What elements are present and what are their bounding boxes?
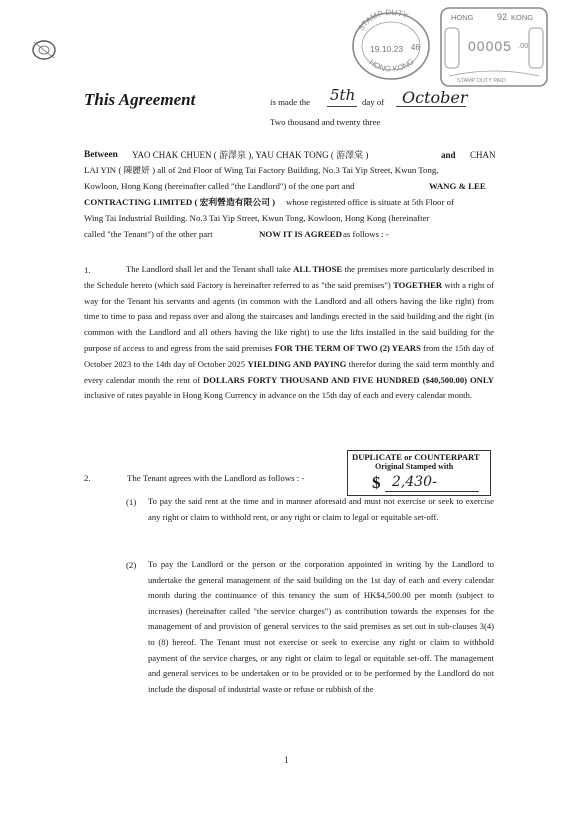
party-line-1: YAO CHAK CHUEN ( 游澤泉 ), YAU CHAK TONG ( 游澤棠 )	[132, 150, 369, 160]
svg-text:KONG: KONG	[511, 13, 534, 22]
day-of-text: day of	[362, 97, 385, 107]
party-line-3: Kowloon, Hong Kong (hereinafter called "the Landlord") of the one part and	[84, 181, 355, 191]
subclause-1-text: To pay the said rent at the time and in manner aforesaid and must not exercise or seek to exercise any right or claim to withhold rent, or any right or claim to legal or equitable set-off.	[148, 496, 494, 522]
hole-punch-icon	[28, 34, 62, 64]
handwritten-month: October	[402, 88, 468, 107]
dup-stamp-line2: Original Stamped with	[375, 462, 454, 471]
franking-cents: .00	[518, 41, 529, 50]
svg-text:STAMP DUTY PAID: STAMP DUTY PAID	[457, 78, 506, 84]
agreement-title: This Agreement	[84, 90, 196, 109]
stamp-date: 19.10.23	[370, 44, 404, 54]
party-line-6: called "the Tenant") of the other part	[84, 229, 213, 239]
dup-stamp-rule	[385, 491, 479, 492]
svg-text:STAMP DUTY: STAMP DUTY	[356, 7, 410, 33]
subclause-2-number: (2)	[126, 560, 137, 570]
dup-stamp-dollar: $	[372, 473, 381, 492]
party-line-2: LAI YIN ( 陳麗妍 ) all of 2nd Floor of Wing Tai Factory Building, No.3 Tai Yip Street, Kwun Tong,	[84, 165, 439, 175]
svg-text:HONG: HONG	[451, 13, 474, 22]
dup-stamp-amount: 2,430-	[392, 474, 437, 490]
party-line-5: Wing Tai Industrial Building. No.3 Tai Yip Street, Kwun Tong, Kowloon, Hong Kong (hereinafter	[84, 213, 430, 223]
and-label: and	[441, 150, 456, 160]
handwritten-day: 5th	[330, 86, 356, 104]
between-label: Between	[84, 150, 118, 160]
day-underline	[327, 106, 357, 107]
as-follows: as follows : -	[343, 229, 389, 239]
svg-text:HONG KONG: HONG KONG	[367, 56, 416, 74]
clause-2-intro: The Tenant agrees with the Landlord as follows : -	[127, 473, 305, 483]
year-text: Two thousand and twenty three	[270, 117, 381, 127]
subclause-1-number: (1)	[126, 497, 137, 507]
svg-text:92: 92	[497, 12, 508, 22]
franking-number: 00005	[468, 38, 512, 54]
party-line-4: whose registered office is situate at 5th Floor of	[286, 197, 454, 207]
dup-stamp-line1: DUPLICATE or COUNTERPART	[352, 452, 480, 462]
subclause-2-text: To pay the Landlord or the person or the corporation appointed in writing by the Landlord to undertake the general management of the said building on the 1st day of each and every calendar month during the continuance of this tenancy the sum of HK$4,500.00 per month (subject to increases) (hereinafter called "the service charges") as contribution towards the expenses for the management of and provision of general services to the said premises as set out in sub-clauses 3(4) to (8) hereof. The Tenant must not exercise or seek to exercise any right or claim to withhold payment of the service charges, or any right or claim to legal or equitable set-off. The management and general services to be undertaken or to be provided or to be performed by the Landlord do not include the disposal of industrial waste or refuse or rubbish of the	[148, 559, 494, 694]
clause-1-text: The Landlord shall let and the Tenant shall take ALL THOSE the premises more particularly described in the Schedule hereto (which said Factory is hereinafter referred to as "the said premises") TOGETHER with a right of way for the Tenant his servants and agents (in common with the Landlord and all others having the like right) from time to time to pass and repass over and along the staircases and landings erected in the said building and the right (in common with the Landlord and all others having the like right) to use the lifts installed in the said building for the purpose of access to and egress from the said premises FOR THE TERM OF TWO (2) YEARS from the 15th day of October 2023 to the 14th day of October 2025 YIELDING AND PAYING therefor during the said term monthly and every calendar month the rent of DOLLARS FORTY THOUSAND AND FIVE HUNDRED ($40,500.00) ONLY inclusive of rates payable in Hong Kong Currency in advance on the 15th day of each and every calendar month.	[84, 264, 494, 401]
clause-2-number: 2.	[84, 473, 91, 483]
tenant-name: WANG & LEE	[429, 181, 486, 191]
now-it-is-agreed: NOW IT IS AGREED	[259, 229, 343, 239]
tenant-name-cont: CONTRACTING LIMITED ( 宏利營造有限公司 )	[84, 197, 276, 207]
clause-1-number: 1.	[84, 265, 91, 275]
month-underline	[396, 106, 466, 107]
stamp-code: 46	[411, 43, 420, 52]
party-chan: CHAN	[470, 150, 496, 160]
made-text: is made the	[270, 97, 311, 107]
page-number: 1	[284, 755, 289, 765]
